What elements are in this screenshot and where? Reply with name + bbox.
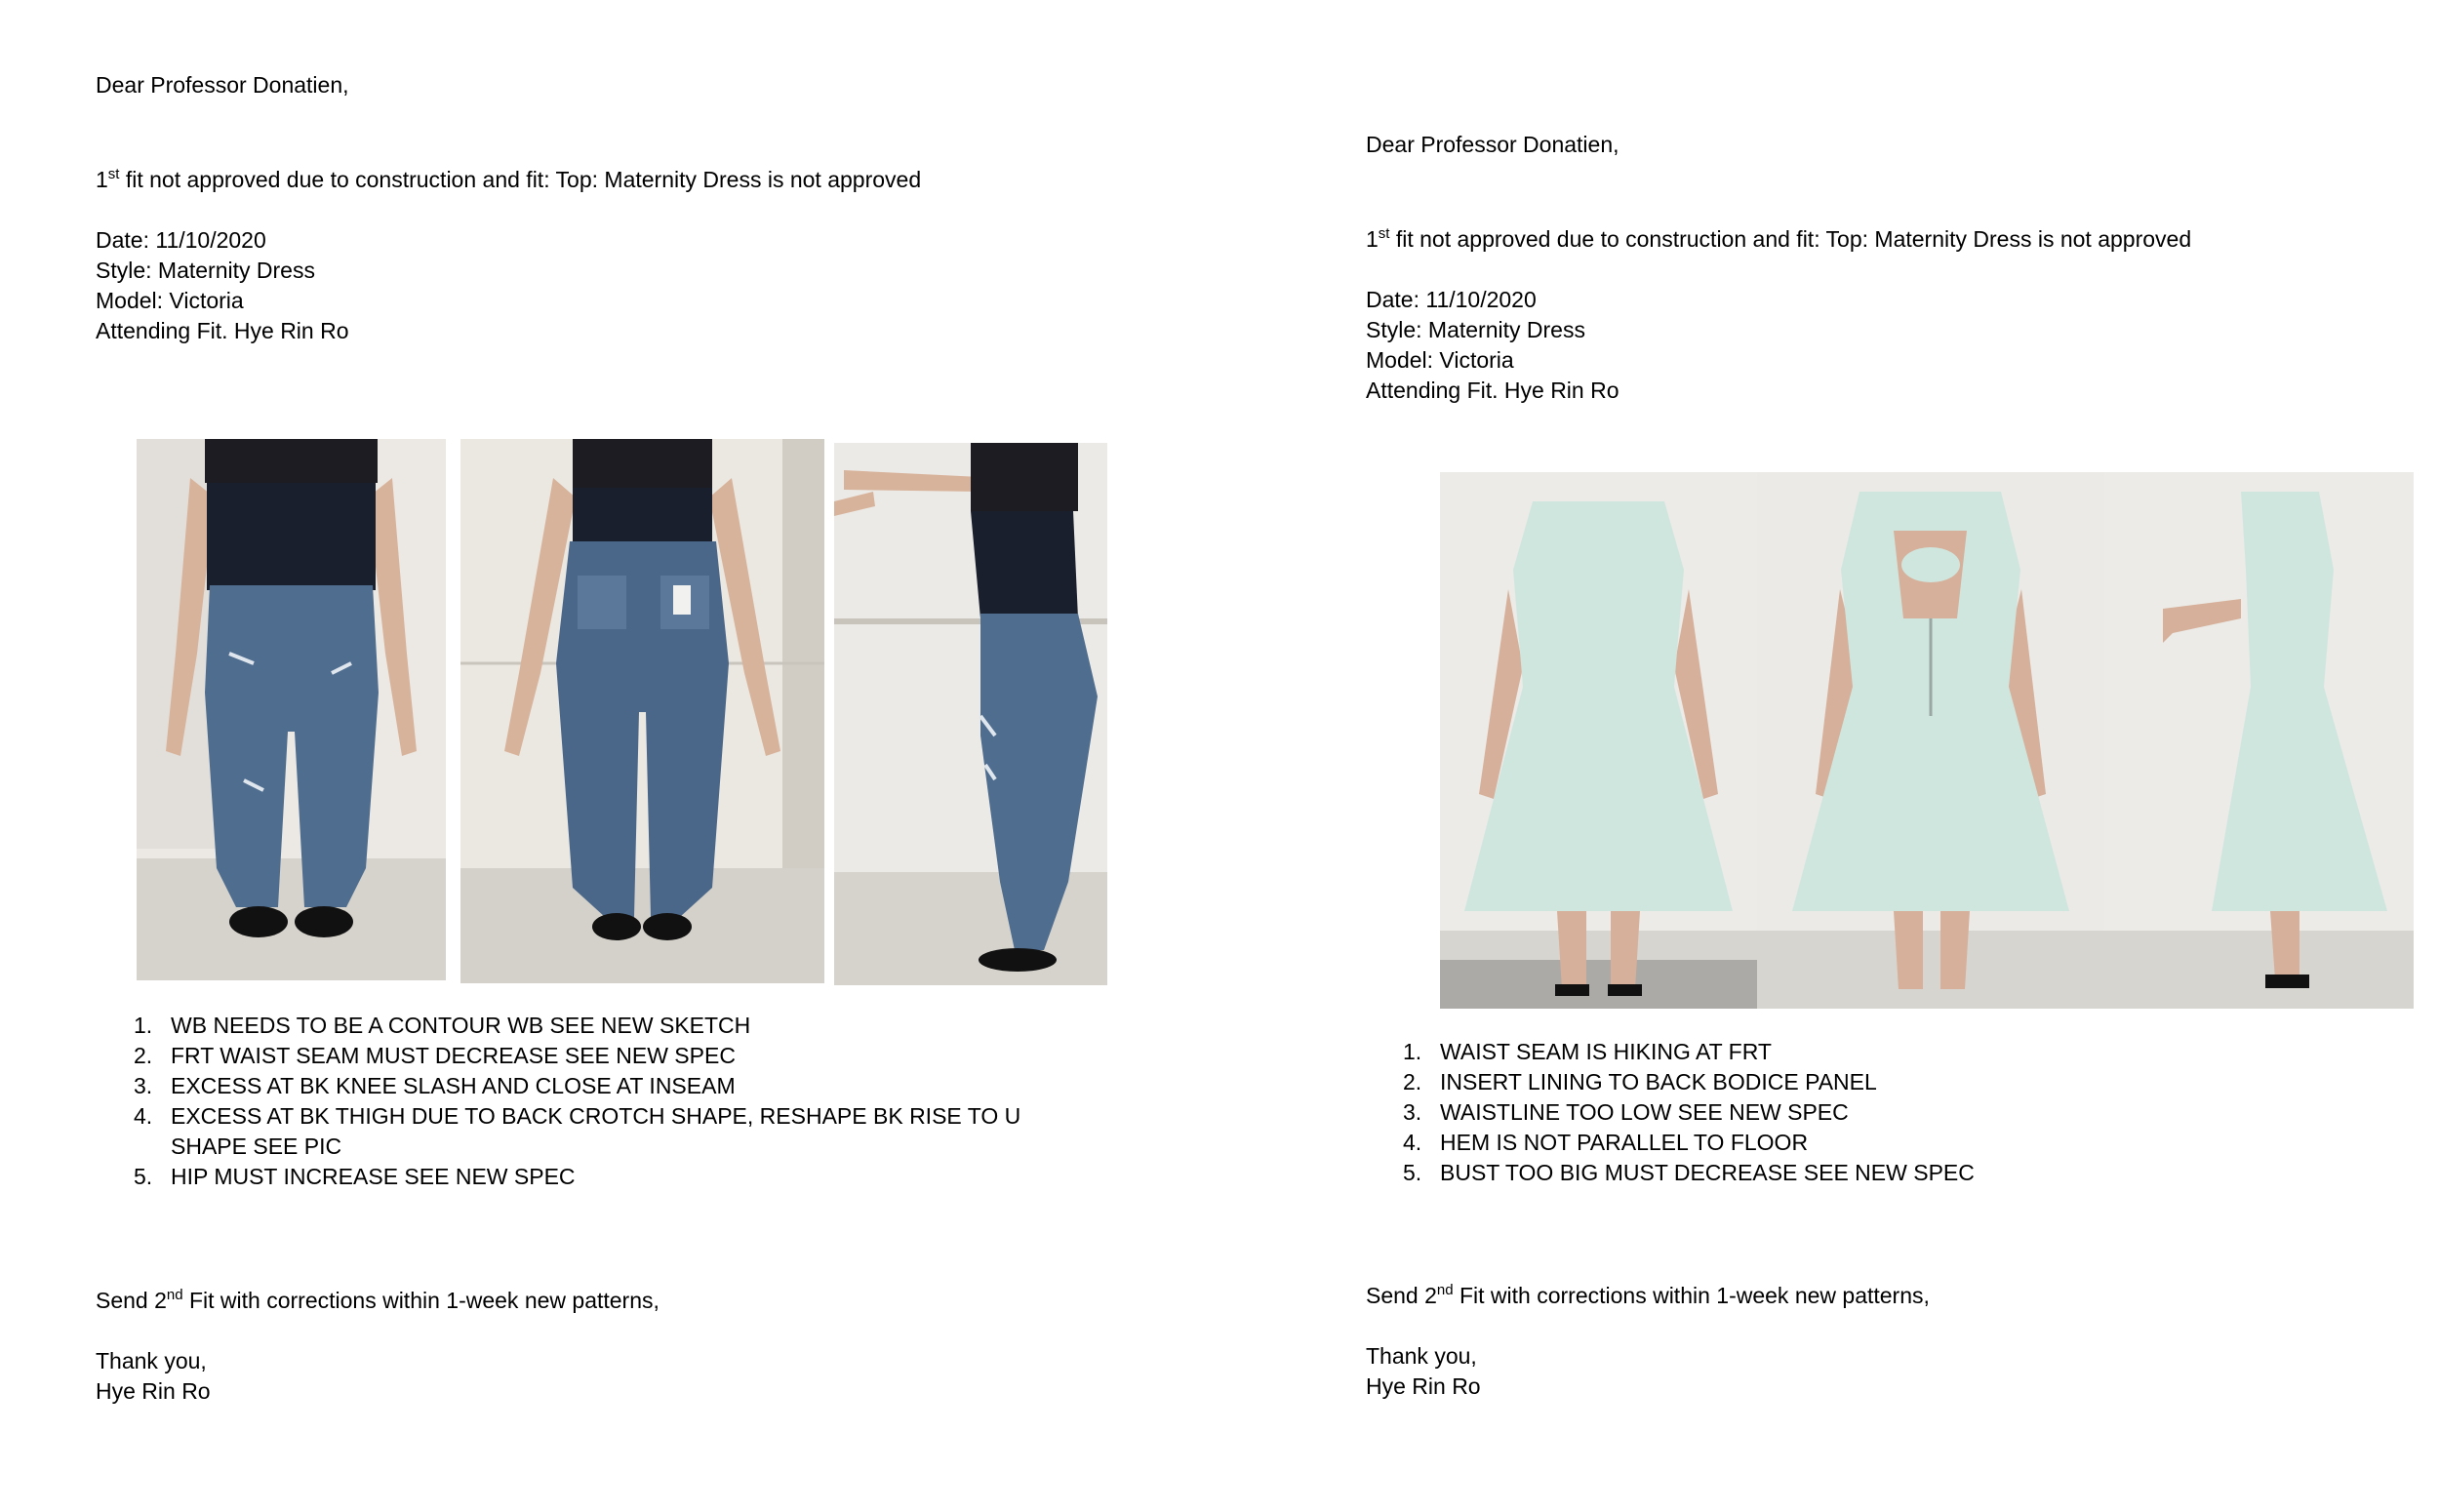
letter-left	[96, 70, 1218, 346]
signature: Hye Rin Ro	[1366, 1373, 1481, 1399]
thanks: Thank you,	[1366, 1343, 1477, 1369]
list-item	[1403, 1037, 2379, 1067]
fit-style: Style: Maternity Dress	[96, 258, 315, 283]
photo-back-dress	[1757, 472, 2104, 1009]
fit-model: Model: Victoria	[96, 288, 244, 313]
list-number: 5.	[1403, 1160, 1422, 1185]
list-number: 3.	[134, 1073, 153, 1098]
list-item	[1403, 1097, 2379, 1128]
list-number: 1.	[134, 1013, 153, 1038]
list-item	[134, 1011, 1060, 1041]
send-prefix: Send 2	[96, 1288, 167, 1313]
fit-status-prefix: 1	[1366, 226, 1379, 252]
list-text: WAISTLINE TOO LOW SEE NEW SPEC	[1440, 1099, 1849, 1125]
send-text: Fit with corrections within 1-week new patterns,	[1453, 1283, 1930, 1308]
list-text: INSERT LINING TO BACK BODICE PANEL	[1440, 1069, 1877, 1094]
send-instruction	[1366, 1281, 2419, 1311]
fit-photos-right	[1440, 472, 2414, 1009]
fit-notes-left	[134, 1011, 1060, 1192]
list-number: 1.	[1403, 1039, 1422, 1064]
list-number: 2.	[1403, 1069, 1422, 1094]
fit-status	[1366, 224, 2419, 255]
photo-front-jeans	[137, 439, 446, 980]
list-number: 5.	[134, 1164, 153, 1189]
list-text: FRT WAIST SEAM MUST DECREASE SEE NEW SPEC	[171, 1043, 736, 1068]
list-item	[1403, 1128, 2379, 1158]
send-instruction	[96, 1286, 1218, 1316]
fit-notes-right	[1403, 1037, 2379, 1188]
letter-right	[1366, 130, 2419, 406]
fit-status-text: fit not approved due to construction and fit: Top: Maternity Dress is not approved	[1389, 226, 2192, 252]
send-prefix: Send 2	[1366, 1283, 1437, 1308]
fit-model: Model: Victoria	[1366, 347, 1514, 373]
fit-status-prefix: 1	[96, 167, 108, 192]
greeting: Dear Professor Donatien,	[96, 72, 349, 98]
fit-status-sup: st	[1378, 225, 1390, 242]
letter-left-closing	[96, 1286, 1218, 1407]
list-number: 3.	[1403, 1099, 1422, 1125]
fit-date: Date: 11/10/2020	[1366, 287, 1537, 312]
greeting: Dear Professor Donatien,	[1366, 132, 1619, 157]
send-text: Fit with corrections within 1-week new patterns,	[182, 1288, 660, 1313]
list-text: EXCESS AT BK KNEE SLASH AND CLOSE AT INSEAM	[171, 1073, 736, 1098]
list-number: 4.	[1403, 1130, 1422, 1155]
list-text: HIP MUST INCREASE SEE NEW SPEC	[171, 1164, 576, 1189]
fit-attending: Attending Fit. Hye Rin Ro	[96, 318, 349, 343]
photo-back-jeans	[460, 439, 824, 983]
thanks: Thank you,	[96, 1348, 207, 1373]
list-item	[134, 1162, 1060, 1192]
list-item	[1403, 1158, 2379, 1188]
fit-status-sup: st	[107, 166, 120, 182]
send-sup: nd	[1436, 1282, 1454, 1298]
list-text: HEM IS NOT PARALLEL TO FLOOR	[1440, 1130, 1809, 1155]
list-item	[134, 1071, 1060, 1101]
list-text: EXCESS AT BK THIGH DUE TO BACK CROTCH SHAPE, RESHAPE BK RISE TO U SHAPE SEE PIC	[171, 1103, 1021, 1159]
photo-side-dress	[2104, 472, 2414, 1009]
photo-front-dress	[1440, 472, 1757, 1009]
fit-date: Date: 11/10/2020	[96, 227, 266, 253]
signature: Hye Rin Ro	[96, 1378, 211, 1404]
fit-attending: Attending Fit. Hye Rin Ro	[1366, 378, 1619, 403]
list-item	[1403, 1067, 2379, 1097]
letter-right-closing	[1366, 1281, 2419, 1402]
list-item	[134, 1041, 1060, 1071]
list-text: BUST TOO BIG MUST DECREASE SEE NEW SPEC	[1440, 1160, 1975, 1185]
fit-style: Style: Maternity Dress	[1366, 317, 1585, 342]
list-text: WB NEEDS TO BE A CONTOUR WB SEE NEW SKETCH	[171, 1013, 751, 1038]
photo-side-jeans	[834, 443, 1107, 985]
list-number: 4.	[134, 1103, 153, 1129]
fit-status-text: fit not approved due to construction and fit: Top: Maternity Dress is not approved	[119, 167, 922, 192]
fit-status	[96, 165, 1218, 195]
send-sup: nd	[166, 1287, 183, 1303]
list-item	[134, 1101, 1060, 1162]
list-number: 2.	[134, 1043, 153, 1068]
fit-photos-left	[137, 439, 1107, 985]
list-text: WAIST SEAM IS HIKING AT FRT	[1440, 1039, 1772, 1064]
